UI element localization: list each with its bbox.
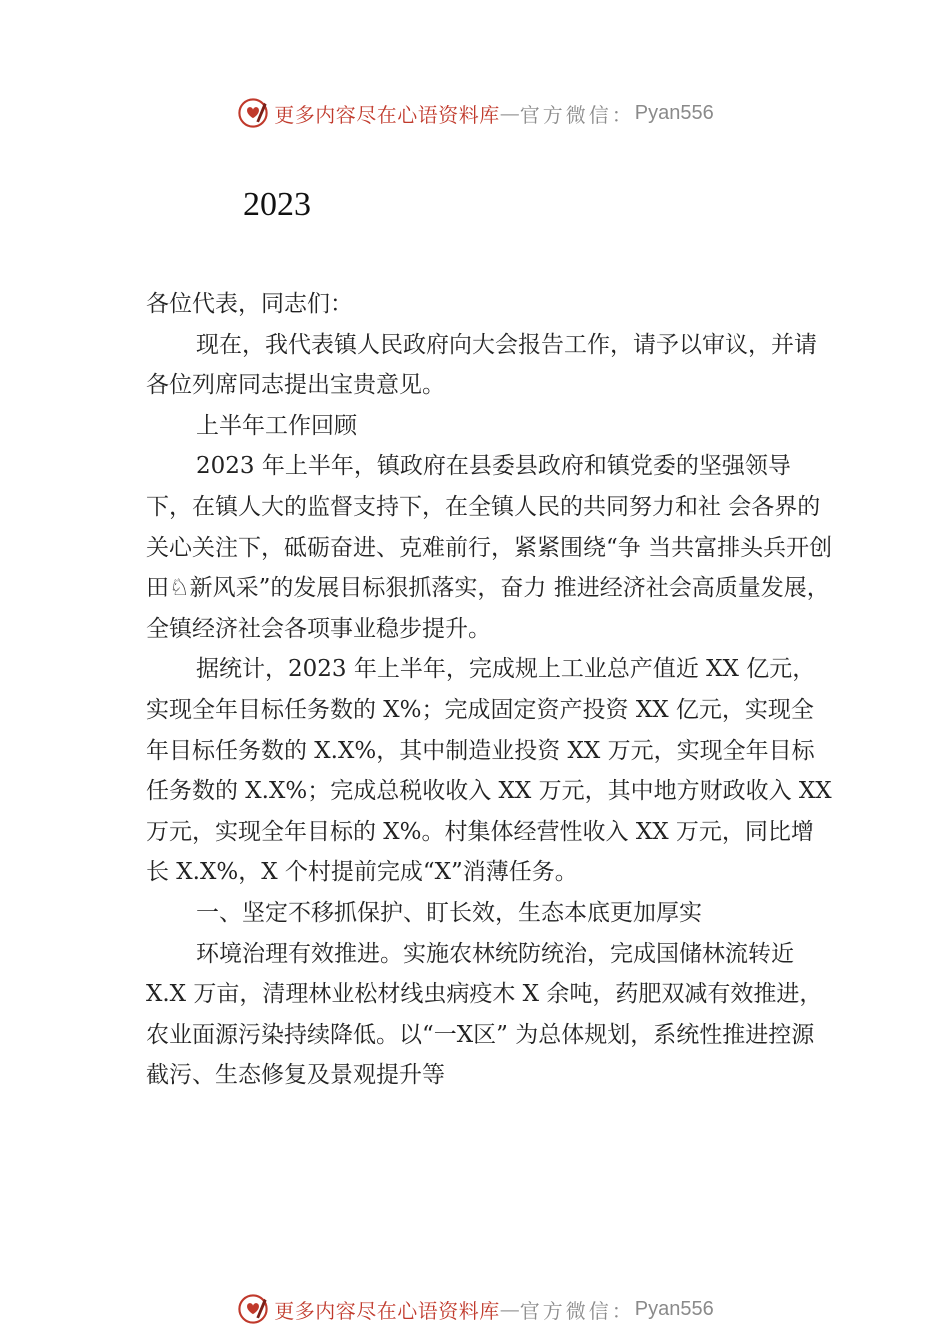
paragraph-statistics: 据统计，2023 年上半年，完成规上工业总产值近 XX 亿元，实现全年目标任务数的 X%；完成固定资产投资 XX 亿元，实现全年目标任务数的 X.X%，其中制造业投资 XX 万元，实现全年目标任务数的 X.X%；完成总税收收入 XX 万元，其中地方财政收入 XX 万元，实现全年目标的 X%。村集体经营性收入 XX 万元，同比增长 X.X%，X 个村提前完成“X”消薄任务。 bbox=[146, 656, 832, 886]
paragraph-environment: 环境治理有效推进。实施农林统防统治，完成国储林流转近 X.X 万亩，清理林业松材线虫病疫木 X 余吨，药肥双减有效推进，农业面源污染持续降低。以“一Ⅹ区” 为总体规划，系统性推进控源截污、生态修复及景观提升等 bbox=[146, 940, 823, 1089]
header-banner bbox=[0, 93, 950, 133]
paragraph-intro: 现在，我代表镇人民政府向大会报告工作，请予以审议，并请各位列席同志提出宝贵意见。 bbox=[146, 331, 817, 399]
paragraph-overview: 2023 年上半年，镇政府在县委县政府和镇党委的坚强领导下，在镇人大的监督支持下，在全镇人民的共同努力和社 会各界的关心关注下，砥砺奋进、克难前行，紧紧围绕“争 当共富排头兵开创田♘新风采”的发展目标狠抓落实，奋力 推进经济社会高质量发展，全镇经济社会各项事业稳步提升。 bbox=[146, 453, 833, 642]
document-year-title: 2023 bbox=[243, 186, 311, 223]
header-wechat-label: 官方微信： bbox=[519, 102, 635, 127]
footer-brand-text: 更多内容尽在心语资料库 bbox=[274, 1298, 500, 1323]
section-heading-ecology: 一、坚定不移抓保护、盯长效，生态本底更加厚实 bbox=[196, 899, 702, 926]
header-wechat-id: Pyan556 bbox=[634, 101, 714, 124]
header-separator: — bbox=[499, 101, 520, 125]
document-body bbox=[146, 284, 836, 1096]
footer-wechat-label: 官方微信： bbox=[519, 1298, 635, 1323]
footer-separator: — bbox=[499, 1297, 520, 1321]
pen-heart-logo-icon bbox=[236, 1292, 270, 1326]
salutation: 各位代表，同志们： bbox=[146, 291, 353, 317]
section-heading-review: 上半年工作回顾 bbox=[196, 412, 357, 439]
header-brand-text: 更多内容尽在心语资料库 bbox=[274, 102, 500, 127]
pen-heart-logo-icon bbox=[236, 96, 270, 130]
footer-banner bbox=[0, 1289, 950, 1329]
footer-wechat-id: Pyan556 bbox=[634, 1297, 714, 1320]
